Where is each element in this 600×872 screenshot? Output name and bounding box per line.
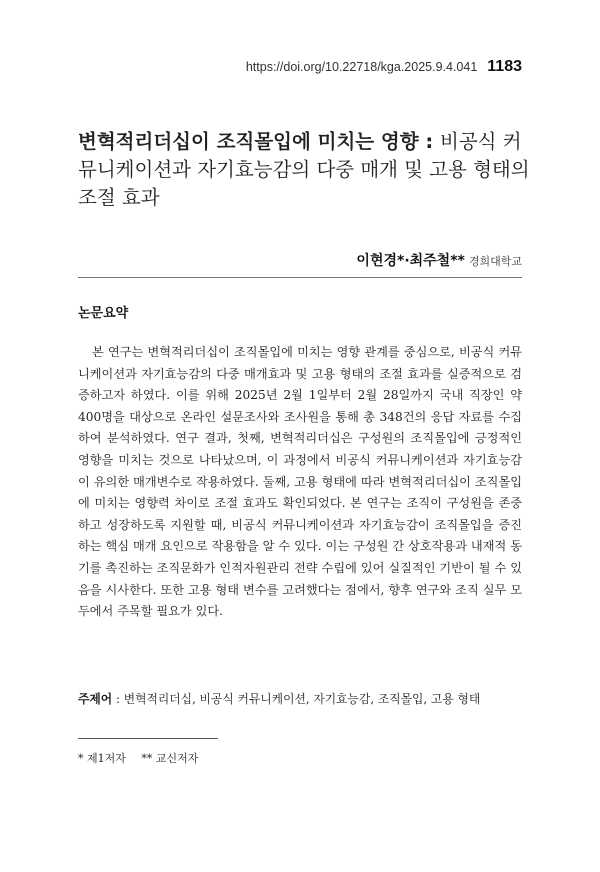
paper-title bbox=[78, 128, 530, 212]
title-main: 변혁적리더십이 조직몰입에 미치는 영향 bbox=[78, 130, 419, 153]
abstract-heading: 논문요약 bbox=[78, 306, 129, 321]
keywords-label: 주제어 bbox=[78, 692, 113, 706]
author-names: 이현경*·최주철** bbox=[356, 253, 465, 269]
keywords-line bbox=[78, 690, 528, 707]
keywords-separator: : bbox=[112, 692, 124, 706]
page-header bbox=[246, 58, 522, 76]
footnote-corresponding-author: ** 교신저자 bbox=[141, 752, 199, 765]
abstract-body: 본 연구는 변혁적리더십이 조직몰입에 미치는 영향 관계를 중심으로, 비공식 커뮤니케이션과 자기효능감의 다중 매개효과 및 고용 형태의 조절 효과를 실증적으로 검증하고자 하였다. 이를 위해 2025년 2월 1일부터 2월 28일까지 국내 직장인 약 400명을 대상으로 온라인 설문조사와 조사원을 통해 총 348건의 응답 자료를 수집하여 분석하였다. 연구 결과, 첫째, 변혁적리더십은 구성원의 조직몰입에 긍정적인 영향을 미치는 것으로 나타났으며, 이 과정에서 비공식 커뮤니케이션과 자기효능감이 유의한 매개변수로 작용하였다. 둘째, 고용 형태에 따라 변혁적리더십이 조직몰입에 미치는 영향력 차이로 조절 효과도 확인되었다. 본 연구는 조직이 구성원을 존중하고 성장하도록 지원할 때, 비공식 커뮤니케이션과 자기효능감이 조직몰입을 증진하는 핵심 매개 요인으로 작용함을 알 수 있다. 이는 구성원 간 상호작용과 내재적 동기를 촉진하는 조직문화가 인적자원관리 전략 수립에 있어 실질적인 기반이 될 수 있음을 시사한다. 또한 고용 형태 변수를 고려했다는 점에서, 향후 연구와 조직 실무 모두에서 주목할 필요가 있다. bbox=[78, 345, 522, 619]
footnote-first-author: * 제1저자 bbox=[78, 752, 126, 765]
author-line bbox=[356, 250, 522, 270]
keywords-values: 변혁적리더십, 비공식 커뮤니케이션, 자기효능감, 조직몰입, 고용 형태 bbox=[123, 692, 481, 706]
doi-link[interactable]: https://doi.org/10.22718/kga.2025.9.4.041 bbox=[245, 60, 478, 74]
author-affiliation: 경희대학교 bbox=[468, 255, 522, 268]
title-divider bbox=[78, 277, 522, 278]
page-number: 1183 bbox=[487, 58, 522, 75]
title-subtitle: 비공식 커뮤니케이션과 자기효능감의 다중 매개 및 고용 형태의 조절 효과 bbox=[78, 130, 530, 209]
title-separator: : bbox=[418, 130, 440, 153]
footnote-divider bbox=[78, 738, 218, 739]
footnotes bbox=[78, 750, 210, 766]
